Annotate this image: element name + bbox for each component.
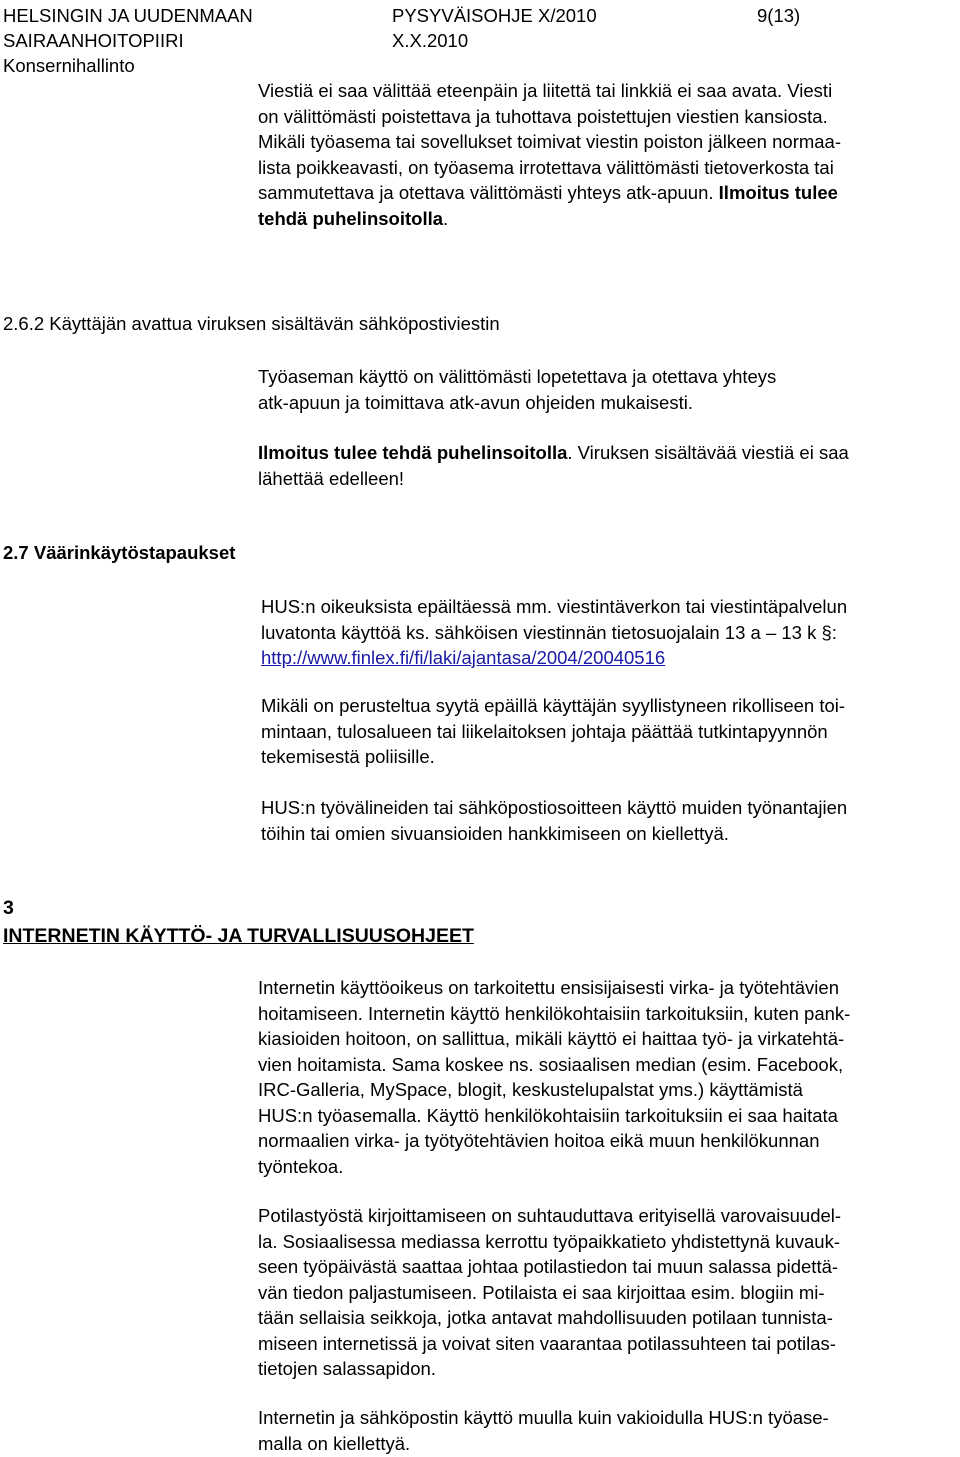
text-line: Mikäli työasema tai sovellukset toimivat viestin poiston jälkeen normaa- <box>258 131 842 152</box>
text-line: on välittömästi poistettava ja tuhottava poistettujen viestien kansiosta. <box>258 105 828 127</box>
text-line: seen työpäivästä saattaa johtaa potilastiedon tai muun salassa pidettä- <box>258 1256 839 1277</box>
text-line: normaalien virka- ja työtyötehtävien hoitoa eikä muun henkilökunnan <box>258 1130 820 1151</box>
text-line: hoitamiseen. Internetin käyttö henkilökohtaisiin tarkoituksiin, kuten pank- <box>258 1002 851 1024</box>
section-3-paragraph-2 <box>258 1203 841 1382</box>
page-number: 9(13) <box>757 5 801 26</box>
section-2-6-2-paragraph-2 <box>258 440 849 491</box>
text-line: Potilastyöstä kirjoittamiseen on suhtauduttava erityisellä varovaisuudel- <box>258 1205 842 1226</box>
bold-notice: Ilmoitus tulee tehdä puhelinsoitolla <box>258 442 568 463</box>
text-line: malla on kiellettyä. <box>258 1432 411 1454</box>
section-heading-2-6-2: 2.6.2 Käyttäjän avattua viruksen sisältävän sähköpostiviestin <box>3 313 500 334</box>
org-name-line2: SAIRAANHOITOPIIRI <box>3 30 184 51</box>
text-line: mintaan, tulosalueen tai liikelaitoksen johtaja päättää tutkintapyynnön <box>261 720 828 742</box>
text-span: . <box>443 207 449 229</box>
bold-notice: tehdä puhelinsoitolla <box>258 207 444 229</box>
virus-message-paragraph <box>258 78 841 231</box>
text-line <box>258 206 841 232</box>
text-span: . Viruksen sisältävää viestiä ei saa <box>567 442 849 463</box>
text-line: Internetin käyttöoikeus on tarkoitettu ensisijaisesti virka- ja työtehtävien <box>258 977 839 998</box>
org-name-line1: HELSINGIN JA UUDENMAAN <box>3 5 253 26</box>
section-number-3: 3 <box>3 897 14 919</box>
text-line: Työaseman käyttö on välittömästi lopetettava ja otettava yhteys <box>258 366 777 387</box>
section-3-paragraph-1 <box>258 975 850 1179</box>
text-line: lähettää edelleen! <box>258 467 405 489</box>
document-date: X.X.2010 <box>392 30 469 51</box>
text-line: tietojen salassapidon. <box>258 1358 436 1379</box>
section-heading-2-7: 2.7 Väärinkäytöstapaukset <box>3 542 236 563</box>
section-2-7-paragraph-3 <box>261 795 847 846</box>
text-line: HUS:n oikeuksista epäiltäessä mm. viestintäverkon tai viestintäpalvelun <box>261 596 848 617</box>
text-line: HUS:n työasemalla. Käyttö henkilökohtaisiin tarkoituksiin ei saa haitata <box>258 1104 838 1126</box>
bold-notice: Ilmoitus tulee <box>718 182 838 203</box>
text-line: tään sellaisia seikkoja, jotka antavat mahdollisuuden potilaan tunnista- <box>258 1307 833 1328</box>
text-line: miseen internetissä ja voivat siten vaarantaa potilassuhteen tai potilas- <box>258 1332 836 1354</box>
text-line: Internetin ja sähköpostin käyttö muulla kuin vakioidulla HUS:n työase- <box>258 1407 829 1428</box>
text-line <box>258 180 841 206</box>
text-line: luvatonta käyttöä ks. sähköisen viestinnän tietosuojalain 13 a – 13 k §: <box>261 621 837 643</box>
finlex-link[interactable]: http://www.finlex.fi/fi/laki/ajantasa/2004/20040516 <box>261 647 666 668</box>
text-span: sammutettava ja otettava välittömästi yhteys atk-apuun. <box>258 182 714 203</box>
text-line: tekemisestä poliisille. <box>261 746 435 767</box>
text-line: vien hoitamista. Sama koskee ns. sosiaalisen median (esim. Facebook, <box>258 1053 844 1075</box>
section-3-paragraph-3 <box>258 1405 829 1456</box>
org-unit: Konsernihallinto <box>3 55 135 76</box>
text-line: töihin tai omien sivuansioiden hankkimiseen on kiellettyä. <box>261 822 729 844</box>
section-title-3: INTERNETIN KÄYTTÖ- JA TURVALLISUUSOHJEET <box>3 925 474 947</box>
text-line: työntekoa. <box>258 1155 344 1177</box>
text-line <box>258 440 849 466</box>
text-line: vän tiedon paljastumiseen. Potilaista ei saa kirjoittaa esim. blogiin mi- <box>258 1281 825 1303</box>
text-line: atk-apuun ja toimittava atk-avun ohjeiden mukaisesti. <box>258 391 693 413</box>
section-2-6-2-paragraph-1 <box>258 364 776 415</box>
document-title: PYSYVÄISOHJE X/2010 <box>392 5 597 26</box>
text-line: Viestiä ei saa välittää eteenpäin ja liitettä tai linkkiä ei saa avata. Viesti <box>258 80 833 101</box>
text-line: HUS:n työvälineiden tai sähköpostiosoitteen käyttö muiden työnantajien <box>261 797 848 818</box>
text-line: IRC-Galleria, MySpace, blogit, keskustelupalstat yms.) käyttämistä <box>258 1079 803 1100</box>
section-2-7-paragraph-1 <box>261 594 847 671</box>
section-2-7-paragraph-2 <box>261 693 845 770</box>
text-line: lista poikkeavasti, on työasema irrotettava välittömästi tietoverkosta tai <box>258 156 834 178</box>
text-line: kiasioiden hoitoon, on sallittua, mikäli käyttö ei haittaa työ- ja virkatehtä- <box>258 1028 845 1049</box>
text-line: la. Sosiaalisessa mediassa kerrottu työpaikkatieto yhdistettynä kuvauk- <box>258 1230 841 1252</box>
text-line: Mikäli on perusteltua syytä epäillä käyttäjän syyllistyneen rikolliseen toi- <box>261 695 846 716</box>
